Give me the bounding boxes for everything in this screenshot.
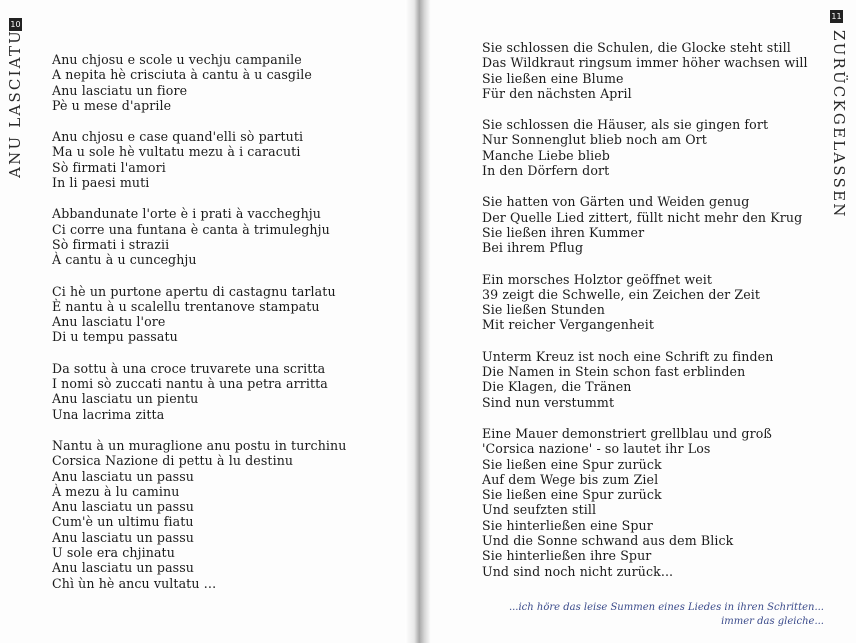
poem-line: Sind nun verstummt: [482, 394, 615, 410]
poem-line: Das Wildkraut ringsum immer höher wachsen will: [482, 55, 808, 71]
poem-line: Anu lasciatu un passu: [52, 499, 195, 515]
stanza: [482, 40, 808, 101]
corsican-poem: [52, 52, 346, 607]
poem-line: Anu lasciatu un passu: [52, 560, 195, 576]
poem-line: Corsica Nazione di pettu à lu destinu: [52, 453, 294, 469]
poem-line: Ci hè un purtone apertu di castagnu tarlatu: [52, 283, 336, 299]
stanza: [52, 129, 346, 190]
poem-line: Sò firmati l'amori: [52, 159, 166, 175]
footer-line: ...ich höre das leise Summen eines Liedes in ihren Schritten...: [508, 602, 824, 613]
poem-line: Sie hatten von Gärten und Weiden genug: [482, 194, 750, 210]
right-side-title: ZURÜCKGELASSEN: [830, 30, 848, 219]
poem-line: Cum'è un ultimu fiatu: [52, 514, 194, 530]
poem-line: À cantu à u cunceghju: [52, 252, 197, 268]
poem-line: Unterm Kreuz ist noch eine Schrift zu finden: [482, 348, 774, 364]
german-poem: [482, 40, 808, 595]
poem-line: Bei ihrem Pflug: [482, 240, 584, 256]
stanza: [52, 438, 346, 591]
poem-line: Anu lasciatu un fiore: [52, 82, 188, 98]
poem-line: Sò firmati i strazii: [52, 236, 170, 252]
footer-note: [509, 601, 824, 629]
stanza: [482, 117, 808, 178]
poem-line: Ci corre una funtana è canta à trimuleghju: [52, 221, 330, 237]
poem-line: À mezu à lu caminu: [52, 483, 180, 499]
poem-line: Sie hinterließen eine Spur: [482, 517, 653, 533]
poem-line: Die Klagen, die Tränen: [482, 379, 632, 395]
stanza: [482, 272, 808, 333]
poem-line: Für den nächsten April: [482, 85, 632, 101]
poem-line: Und die Sonne schwand aus dem Blick: [482, 533, 734, 549]
poem-line: Da sottu à una croce truvarete una scritta: [52, 360, 326, 376]
poem-line: È nantu à u scalellu trentanove stampatu: [52, 298, 320, 314]
poem-line: Sie schlossen die Schulen, die Glocke steht still: [482, 40, 791, 55]
poem-line: A nepita hè crisciuta à cantu à u casgile: [52, 67, 312, 83]
poem-line: Anu lasciatu un passu: [52, 529, 195, 545]
poem-line: Auf dem Wege bis zum Ziel: [482, 471, 659, 487]
poem-line: Manche Liebe blieb: [482, 147, 610, 163]
poem-line: Sie ließen ihren Kummer: [482, 224, 645, 240]
poem-line: I nomi sò zuccati nantu à una petra arritta: [52, 376, 328, 392]
poem-line: In den Dörfern dort: [482, 163, 610, 179]
poem-line: Sie ließen Stunden: [482, 302, 605, 318]
poem-line: Nur Sonnenglut blieb noch am Ort: [482, 132, 707, 148]
poem-line: Pè u mese d'aprile: [52, 97, 172, 113]
footer-line: immer das gleiche...: [721, 616, 824, 627]
poem-line: Sie hinterließen ihre Spur: [482, 548, 652, 564]
stanza: [52, 206, 346, 267]
book-gutter: [405, 0, 431, 643]
poem-line: 39 zeigt die Schwelle, ein Zeichen der Zeit: [482, 286, 761, 302]
poem-line: Di u tempu passatu: [52, 329, 178, 345]
poem-line: Una lacrima zitta: [52, 406, 165, 422]
poem-line: Ein morsches Holztor geöffnet weit: [482, 271, 713, 287]
stanza: [482, 349, 808, 410]
poem-line: Anu chjosu e case quand'elli sò partuti: [52, 129, 304, 145]
stanza: [52, 52, 346, 113]
poem-line: Anu lasciatu un pientu: [52, 391, 199, 407]
stanza: [482, 426, 808, 579]
poem-line: Nantu à un muraglione anu postu in turchinu: [52, 437, 347, 453]
poem-line: Anu chjosu e scole u vechju campanile: [52, 52, 302, 67]
poem-line: Anu lasciatu l'ore: [52, 314, 166, 330]
poem-line: U sole era chjinatu: [52, 545, 175, 561]
poem-line: Sie ließen eine Blume: [482, 70, 624, 86]
left-side-title: ANU LASCIATU: [6, 29, 24, 178]
poem-line: Und sind noch nicht zurück...: [482, 563, 674, 579]
poem-line: Mit reicher Vergangenheit: [482, 317, 654, 333]
poem-line: Sie ließen eine Spur zurück: [482, 487, 662, 503]
poem-line: Der Quelle Lied zittert, füllt nicht mehr den Krug: [482, 209, 803, 225]
poem-line: Sie ließen eine Spur zurück: [482, 456, 662, 472]
stanza: [52, 284, 346, 345]
poem-line: Eine Mauer demonstriert grellblau und groß: [482, 425, 772, 441]
page-number-left: 10: [10, 20, 21, 29]
poem-line: Die Namen in Stein schon fast erblinden: [482, 364, 746, 380]
poem-line: Sie schlossen die Häuser, als sie gingen fort: [482, 117, 769, 133]
stanza: [52, 361, 346, 422]
poem-line: Anu lasciatu un passu: [52, 468, 195, 484]
stanza: [482, 194, 808, 255]
poem-line: Ma u sole hè vultatu mezu à i caracuti: [52, 144, 301, 160]
poem-line: Und seufzten still: [482, 502, 597, 518]
poem-line: Chì ùn hè ancu vultatu …: [52, 575, 217, 591]
page-number-right: 11: [831, 12, 842, 21]
poem-line: In li paesi muti: [52, 175, 150, 191]
poem-line: Abbandunate l'orte è i prati à vaccheghju: [52, 206, 322, 222]
poem-line: 'Corsica nazione' - so lautet ihr Los: [482, 441, 711, 457]
